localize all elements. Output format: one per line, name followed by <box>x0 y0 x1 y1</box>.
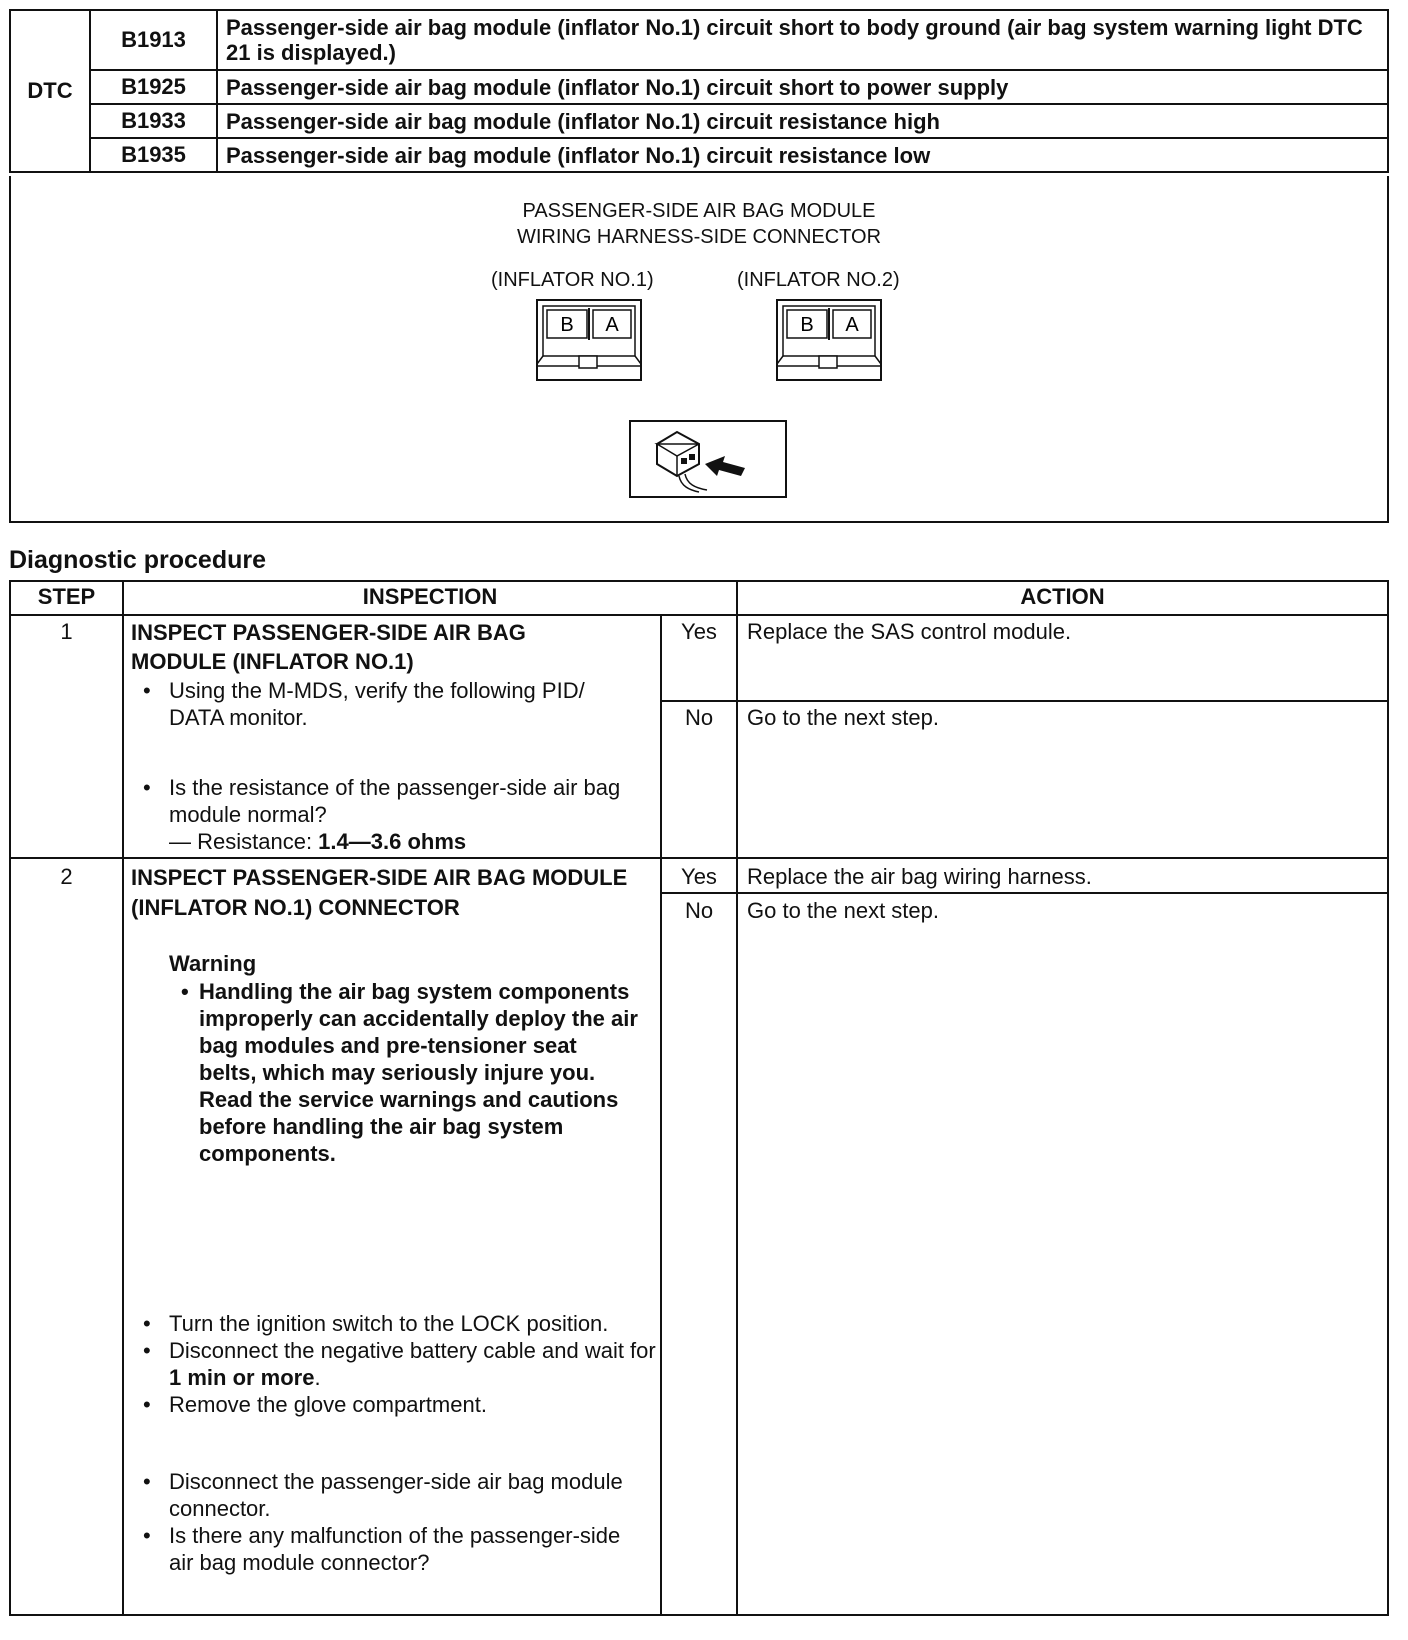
header-action: ACTION <box>1020 584 1105 609</box>
step-instructions <box>131 1468 631 1576</box>
instruction-item: • Disconnect the negative battery cable and wait for 1 min or more. <box>131 1337 661 1391</box>
dtc-code: B1933 <box>90 104 217 138</box>
step-instructions <box>131 774 641 855</box>
connector-figure <box>9 176 1389 523</box>
diagnostic-procedure-title: Diagnostic procedure <box>9 546 266 574</box>
dtc-description: Passenger-side air bag module (inflator No.1) circuit resistance low <box>217 138 1388 172</box>
pin-b-label: B <box>560 314 574 336</box>
inflator1-label: (INFLATOR NO.1) <box>491 269 654 291</box>
dtc-description: Passenger-side air bag module (inflator No.1) circuit short to body ground (air bag system warning light DTC 21 is displayed.) <box>217 10 1388 70</box>
no-label: No <box>684 898 714 923</box>
instruction-item: • Remove the glove compartment. <box>131 1391 661 1418</box>
dtc-label: DTC <box>10 10 90 172</box>
harness-side-view-icon <box>629 420 789 500</box>
connector-inflator2-icon <box>775 298 885 388</box>
pin-a-label: A <box>605 314 619 336</box>
dtc-description: Passenger-side air bag module (inflator No.1) circuit resistance high <box>217 104 1388 138</box>
pin-b-label: B <box>800 314 814 336</box>
header-step: STEP <box>37 584 96 609</box>
instruction-item: • Is the resistance of the passenger-side air bag module normal? — Resistance: 1.4—3.6 ohms <box>131 774 641 855</box>
dtc-code: B1913 <box>90 10 217 70</box>
figure-title-line1: PASSENGER-SIDE AIR BAG MODULE <box>522 200 876 222</box>
step-instructions <box>131 1310 661 1418</box>
no-label: No <box>684 705 714 730</box>
step-number: 2 <box>60 864 73 889</box>
pin-a-label: A <box>845 314 859 336</box>
no-action: Go to the next step. <box>747 898 940 923</box>
dtc-description: Passenger-side air bag module (inflator No.1) circuit short to power supply <box>217 70 1388 104</box>
step-heading: INSPECT PASSENGER-SIDE AIR BAG MODULE (INFLATOR NO.1) CONNECTOR <box>131 865 628 920</box>
dtc-code: B1935 <box>90 138 217 172</box>
figure-title-line2: WIRING HARNESS-SIDE CONNECTOR <box>516 226 882 248</box>
warning-title: Warning <box>169 951 257 976</box>
instruction-item: • Using the M-MDS, verify the following PID/ DATA monitor. <box>131 677 641 731</box>
header-inspection: INSPECTION <box>362 584 498 609</box>
dtc-code: B1925 <box>90 70 217 104</box>
yes-action: Replace the air bag wiring harness. <box>747 864 1092 889</box>
connector-inflator1-icon <box>535 298 645 388</box>
instruction-item: • Turn the ignition switch to the LOCK position. <box>131 1310 661 1337</box>
dtc-table <box>9 9 1389 173</box>
step-instructions <box>131 677 641 731</box>
yes-label: Yes <box>681 619 717 644</box>
warning-box <box>169 978 639 1167</box>
instruction-item: • Is there any malfunction of the passenger-side air bag module connector? <box>131 1522 631 1576</box>
warning-text: • Handling the air bag system components improperly can accidentally deploy the air bag modules and pre-tensioner seat belts, which may seriously injure you. Read the service warnings and cautions before handling the air bag system components. <box>169 978 639 1167</box>
step-number: 1 <box>60 619 73 644</box>
no-action: Go to the next step. <box>747 705 940 730</box>
resistance-spec: — Resistance: 1.4—3.6 ohms <box>169 829 467 854</box>
inflator2-label: (INFLATOR NO.2) <box>737 269 900 291</box>
step-heading: INSPECT PASSENGER-SIDE AIR BAG MODULE (INFLATOR NO.1) <box>131 620 526 674</box>
instruction-item: • Disconnect the passenger-side air bag module connector. <box>131 1468 631 1522</box>
yes-label: Yes <box>681 864 717 889</box>
yes-action: Replace the SAS control module. <box>747 619 1072 644</box>
procedure-table <box>9 580 1389 1620</box>
